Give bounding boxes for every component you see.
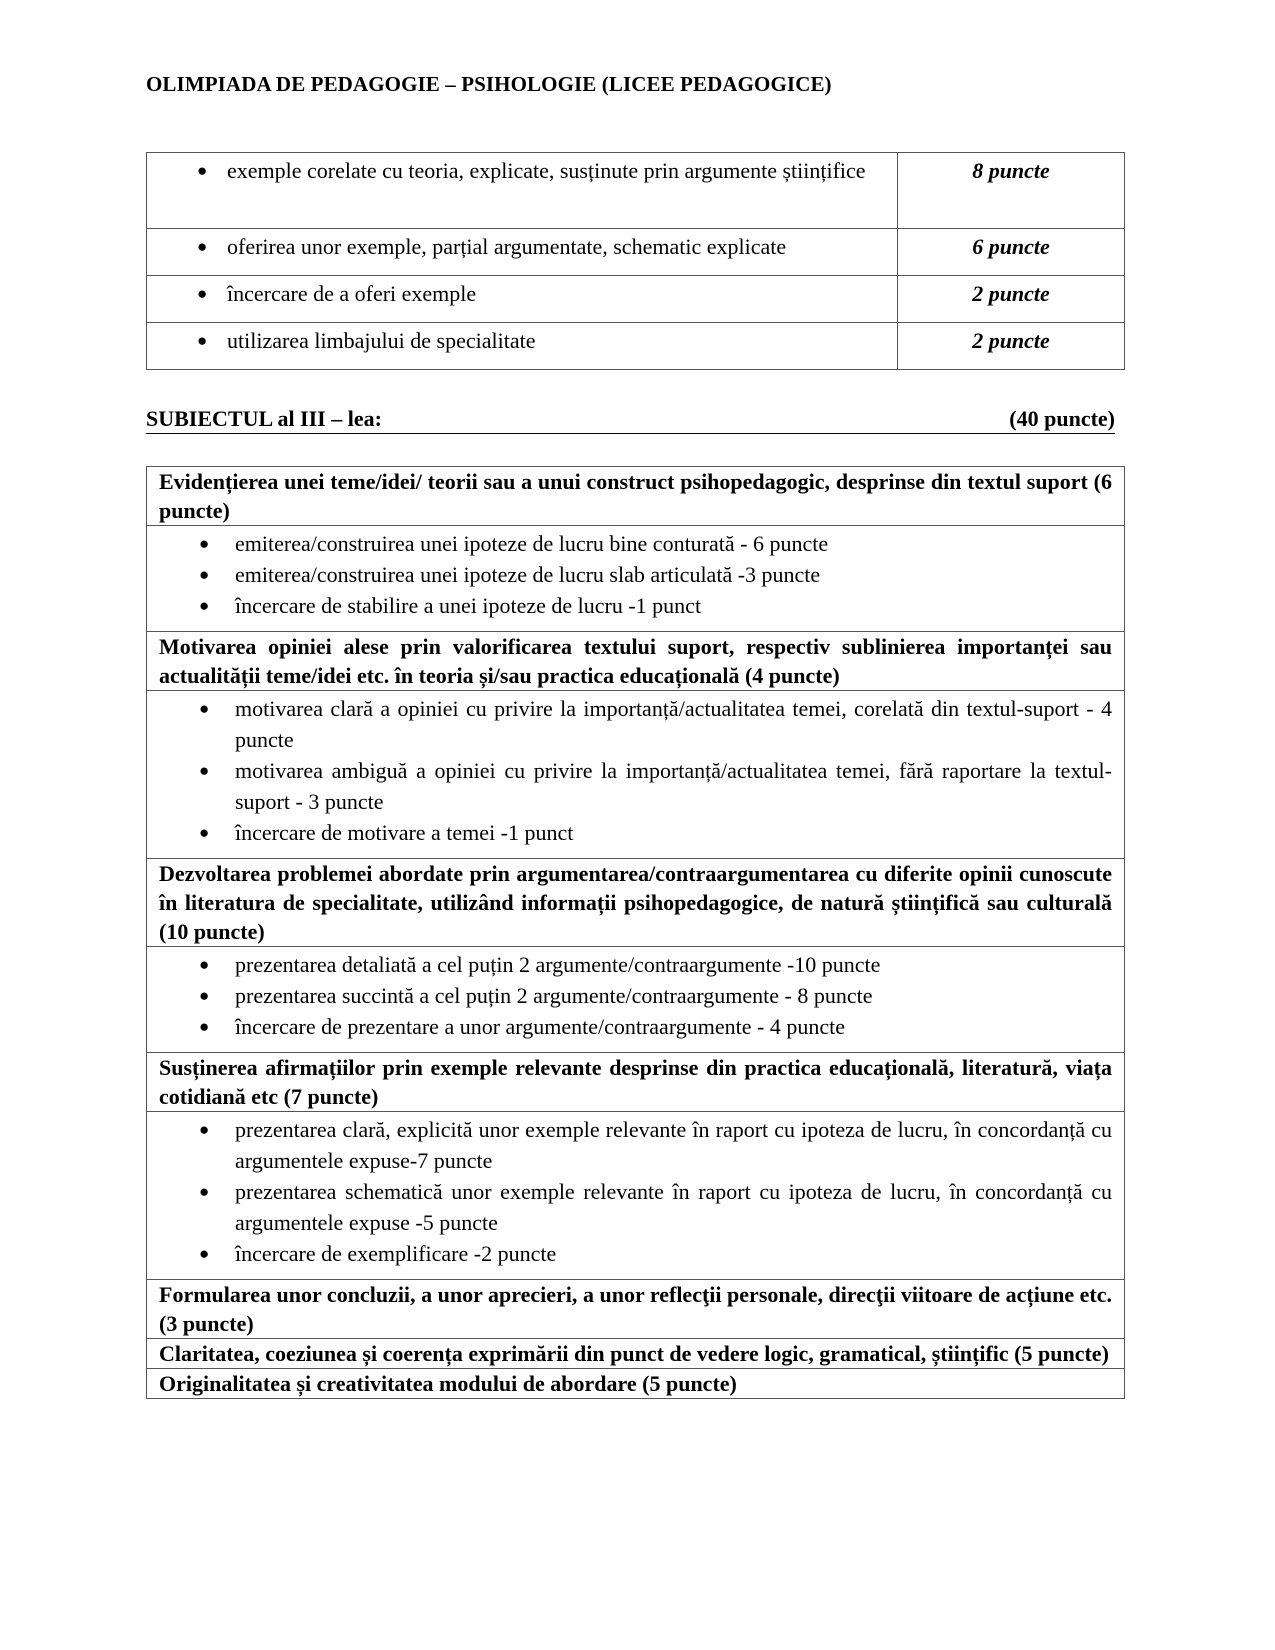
list-item: [147, 949, 1112, 980]
list-item: [147, 755, 1112, 817]
section-items-row: [147, 947, 1125, 1053]
list-item: [147, 980, 1112, 1011]
section-heading-row: [147, 467, 1125, 526]
list-item: [147, 693, 1112, 755]
bullet-icon: ●: [199, 596, 210, 615]
scoring-table-continued: [146, 152, 1125, 370]
final-criterion-row: [147, 1280, 1125, 1339]
subject-3-scoring-table: [146, 466, 1125, 1399]
section-heading: Dezvoltarea problemei abordate prin argumentarea/contraargumentarea cu diferite opinii cunoscute în literatura de specialitate, utilizând informații psihopedagogice, de natură științifică sau culturală (10 puncte): [147, 859, 1125, 947]
item-text: prezentarea clară, explicită unor exemple relevante în raport cu ipoteza de lucru, în concordanță cu argumentele expuse-7 puncte: [235, 1117, 1112, 1173]
table-row: [147, 229, 1125, 276]
item-text: motivarea ambiguă a opiniei cu privire la importanță/actualitatea temei, fără raportare la textul-suport - 3 puncte: [235, 758, 1112, 814]
page-header-title: OLIMPIADA DE PEDAGOGIE – PSIHOLOGIE (LICEE PEDAGOGICE): [146, 72, 832, 96]
table-row: [147, 323, 1125, 370]
points-cell: 2 puncte: [898, 323, 1125, 370]
item-text: încercare de prezentare a unor argumente/contraargumente - 4 puncte: [235, 1014, 845, 1039]
bullet-icon: ●: [199, 986, 210, 1005]
list-item: [147, 559, 1112, 590]
list-item: [147, 1238, 1112, 1269]
criterion-text: exemple corelate cu teoria, explicate, susținute prin argumente științifice: [227, 158, 866, 183]
item-text: încercare de stabilire a unei ipoteze de lucru -1 punct: [235, 593, 702, 618]
bullet-icon: ●: [197, 161, 208, 180]
section-items: [147, 947, 1125, 1053]
criterion-text: utilizarea limbajului de specialitate: [227, 328, 536, 353]
item-text: încercare de exemplificare -2 puncte: [235, 1241, 557, 1266]
table-row: [147, 276, 1125, 323]
section-items: [147, 1112, 1125, 1280]
section-items-row: [147, 1112, 1125, 1280]
bullet-icon: ●: [199, 761, 210, 780]
bullet-icon: ●: [199, 823, 210, 842]
bullet-icon: ●: [199, 1244, 210, 1263]
bullet-icon: ●: [199, 1120, 210, 1139]
bullet-icon: ●: [199, 1182, 210, 1201]
criterion-cell: [147, 323, 898, 370]
item-text: emiterea/construirea unei ipoteze de lucru slab articulată -3 puncte: [235, 562, 821, 587]
bullet-icon: ●: [199, 534, 210, 553]
final-criterion-row: [147, 1339, 1125, 1369]
section-items-row: [147, 691, 1125, 859]
section-heading-row: [147, 859, 1125, 947]
section-heading: Motivarea opiniei alese prin valorificarea textului suport, respectiv sublinierea importanței sau actualității teme/idei etc. în teoria și/sau practica educațională (4 puncte): [147, 632, 1125, 691]
table-row: [147, 153, 1125, 229]
subject-title: SUBIECTUL al III – lea:: [146, 406, 382, 431]
section-items-row: [147, 526, 1125, 632]
bullet-icon: ●: [197, 284, 208, 303]
list-item: [147, 1011, 1112, 1042]
section-heading-row: [147, 1053, 1125, 1112]
bullet-icon: ●: [197, 331, 208, 350]
bullet-icon: ●: [199, 955, 210, 974]
criterion-text: încercare de a oferi exemple: [227, 281, 477, 306]
points-cell: 6 puncte: [898, 229, 1125, 276]
item-text: emiterea/construirea unei ipoteze de lucru bine conturată - 6 puncte: [235, 531, 829, 556]
criterion-cell: [147, 276, 898, 323]
list-item: [147, 528, 1112, 559]
bullet-icon: ●: [197, 237, 208, 256]
criterion-text: oferirea unor exemple, parțial argumentate, schematic explicate: [227, 234, 787, 259]
item-text: prezentarea detaliată a cel puțin 2 argumente/contraargumente -10 puncte: [235, 952, 881, 977]
section-items: [147, 691, 1125, 859]
item-text: prezentarea succintă a cel puțin 2 argumente/contraargumente - 8 puncte: [235, 983, 873, 1008]
list-item: [147, 817, 1112, 848]
points-cell: 8 puncte: [898, 153, 1125, 229]
list-item: [147, 1114, 1112, 1176]
bullet-icon: ●: [199, 699, 210, 718]
section-items: [147, 526, 1125, 632]
subject-points: (40 puncte): [1009, 406, 1115, 431]
list-item: [147, 1176, 1112, 1238]
bullet-icon: ●: [199, 1017, 210, 1036]
section-heading-row: [147, 632, 1125, 691]
final-criterion: Originalitatea și creativitatea modului de abordare (5 puncte): [147, 1369, 1125, 1399]
subject-heading: [146, 406, 1115, 434]
final-criterion: Formularea unor concluzii, a unor aprecieri, a unor reflecţii personale, direcţii viitoare de acțiune etc. (3 puncte): [147, 1280, 1125, 1339]
section-heading: Susținerea afirmațiilor prin exemple relevante desprinse din practica educațională, literatură, viața cotidiană etc (7 puncte): [147, 1053, 1125, 1112]
final-criterion: Claritatea, coeziunea și coerența exprimării din punct de vedere logic, gramatical, științific (5 puncte): [147, 1339, 1125, 1369]
item-text: prezentarea schematică unor exemple relevante în raport cu ipoteza de lucru, în concordanță cu argumentele expuse -5 puncte: [235, 1179, 1112, 1235]
item-text: încercare de motivare a temei -1 punct: [235, 820, 574, 845]
final-criterion-row: [147, 1369, 1125, 1399]
bullet-icon: ●: [199, 565, 210, 584]
points-cell: 2 puncte: [898, 276, 1125, 323]
criterion-cell: [147, 229, 898, 276]
list-item: [147, 590, 1112, 621]
item-text: motivarea clară a opiniei cu privire la importanță/actualitatea temei, corelată din textul-suport - 4 puncte: [235, 696, 1112, 752]
section-heading: Evidențierea unei teme/idei/ teorii sau a unui construct psihopedagogic, desprinse din textul suport (6 puncte): [147, 467, 1125, 526]
criterion-cell: [147, 153, 898, 229]
